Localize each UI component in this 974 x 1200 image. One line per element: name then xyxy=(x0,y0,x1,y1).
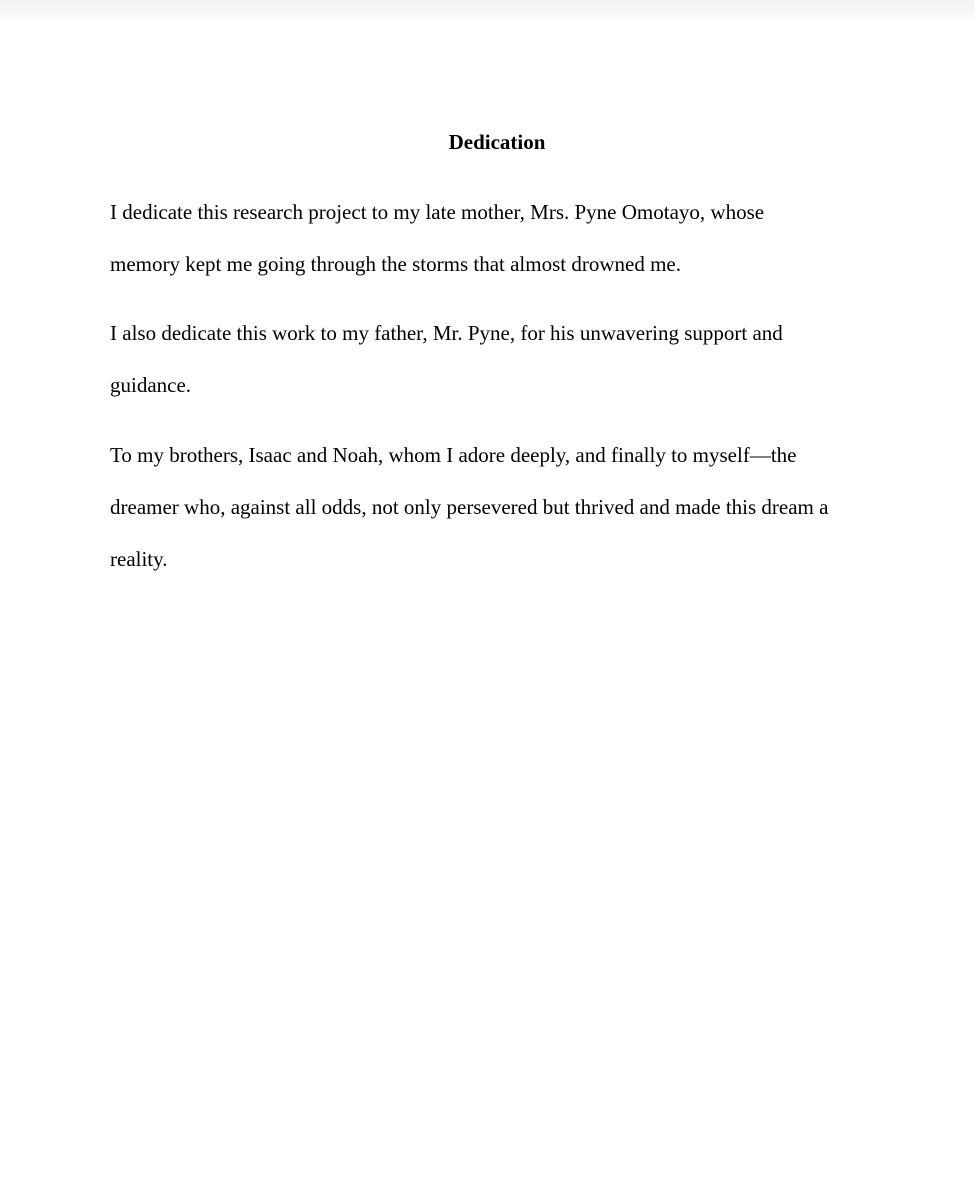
paragraph-line: To my brothers, Isaac and Noah, whom I adore deeply, and finally to myself—the xyxy=(110,443,797,467)
dedication-title: Dedication xyxy=(448,130,546,154)
dedication-paragraph-brothers xyxy=(110,429,910,585)
paragraph-line: I also dedicate this work to my father, Mr. Pyne, for his unwavering support and xyxy=(110,321,783,345)
paragraph-line: guidance. xyxy=(110,373,192,397)
page-top-edge xyxy=(0,0,974,24)
paragraph-line: dreamer who, against all odds, not only persevered but thrived and made this dream a xyxy=(110,495,829,519)
dedication-paragraph-father xyxy=(110,307,910,411)
paragraph-line: I dedicate this research project to my late mother, Mrs. Pyne Omotayo, whose xyxy=(110,200,765,224)
paragraph-line: memory kept me going through the storms that almost drowned me. xyxy=(110,252,681,276)
dedication-paragraph-mother xyxy=(110,186,910,290)
paragraph-line: reality. xyxy=(110,547,168,571)
